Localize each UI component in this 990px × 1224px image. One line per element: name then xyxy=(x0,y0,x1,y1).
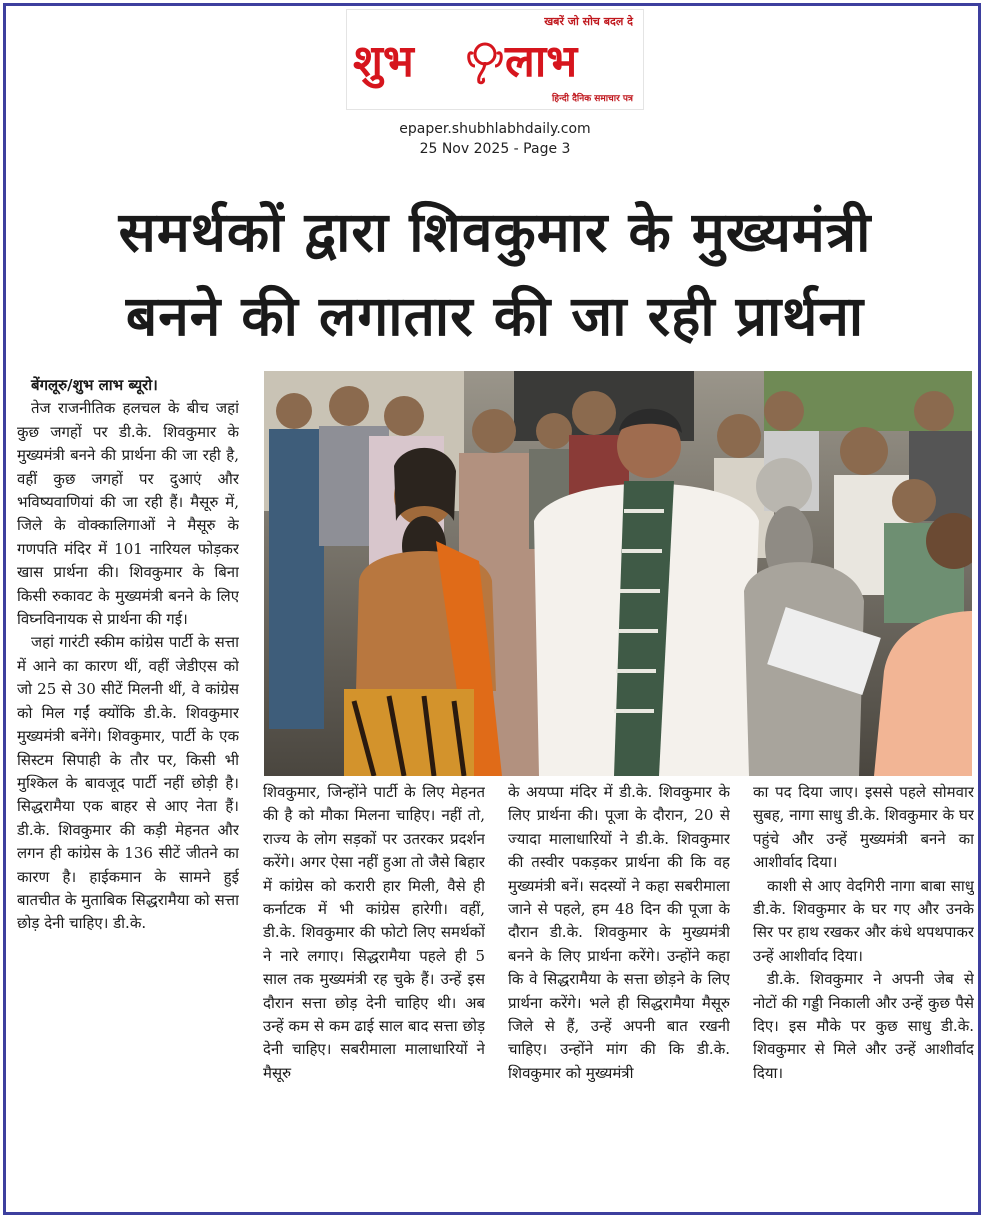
news-photo-illustration xyxy=(264,371,972,776)
dateline: बेंगलूरु/शुभ लाभ ब्यूरो। xyxy=(31,376,158,394)
headline-line-1: समर्थकों द्वारा शिवकुमार के मुख्यमंत्री xyxy=(118,200,872,264)
news-photo xyxy=(264,371,972,776)
brand-word-right: लाभ xyxy=(505,36,578,87)
edition-info xyxy=(0,119,990,159)
article-column-4 xyxy=(753,781,974,1212)
col2-paragraph-1: शिवकुमार, जिन्होंने पार्टी के लिए मेहनत की है को मौका मिलना चाहिए। नहीं तो, राज्य के लोग सड़कों पर उतरकर प्रदर्शन करेंगे। अगर ऐसा नहीं हुआ तो जैसे बिहार में कांग्रेस को करारी हार मिली, वैसे ही कर्नाटक में भी कांग्रेस हारेगी। वहीं, डी.के. शिवकुमार की फोटो लिए समर्थकों ने नारे लगाए। सिद्धरामैया पहले ही 5 साल तक मुख्यमंत्री रह चुके हैं। उन्हें इस दौरान सत्ता छोड़ देनी चाहिए थी। अब उन्हें कम से कम ढाई साल बाद सत्ता छोड़ देनी चाहिए। सबरीमाला मालाधारियों ने मैसूरु xyxy=(263,783,485,1082)
col1-paragraph-2: जहां गारंटी स्कीम कांग्रेस पार्टी के सत्ता में आने का कारण थीं, वहीं जेडीएस को जो 25 से 30 सीटें मिलनी थीं, वे कांग्रेस को मिल गईं क्योंकि डी.के. शिवकुमार मुख्यमंत्री बनेंगे। शिवकुमार, पार्टी के एक सिस्टम सिपाही के तौर पर, किसी भी मुश्किल के बावजूद पार्टी नहीं छोड़ी है। सिद्धरामैया एक बाहर से आए नेता हैं। डी.के. शिवकुमार की कड़ी मेहनत और लगन ही कांग्रेस के 136 सीटें जीतने का कारण है। हाईकमान के सामने हुई बातचीत के मुताबिक सिद्धरामैया को सत्ता छोड़ देनी चाहिए। डी.के. xyxy=(17,633,239,933)
article-column-3 xyxy=(508,781,730,1212)
article-column-2 xyxy=(263,781,485,1212)
col4-paragraph-3: डी.के. शिवकुमार ने अपनी जेब से नोटों की गड्डी निकाली और उन्हें कुछ पैसे दिए। इस मौके पर कुछ साधु डी.के. शिवकुमार से मिले और उन्हें आशीर्वाद दिया। xyxy=(753,970,974,1082)
ganesha-emblem-icon xyxy=(465,38,505,86)
brand-word-left: शुभ xyxy=(353,36,414,87)
col1-paragraph-1: तेज राजनीतिक हलचल के बीच जहां कुछ जगहों पर डी.के. शिवकुमार के मुख्यमंत्री बनने की प्रार्थना की जा रही है, वहीं कुछ जगहों पर दुआएं और भविष्यवाणियां की जा रही हैं। मैसूरु में, जिले के वोक्कालिगाओं ने मैसूरु के गणपति मंदिर में 101 नारियल फोड़कर खास प्रार्थना की। शिवकुमार के बिना किसी रुकावट के मुख्यमंत्री बनने के लिए विघ्नविनायक से प्रार्थना की गई। xyxy=(17,399,239,629)
col3-paragraph-1: के अयप्पा मंदिर में डी.के. शिवकुमार के लिए प्रार्थना की। पूजा के दौरान, 20 से ज्यादा मालाधारियों ने डी.के. शिवकुमार की तस्वीर पकड़कर प्रार्थना की कि वह मुख्यमंत्री बनें। सदस्यों ने कहा सबरीमाला जाने से पहले, हम 48 दिन की पूजा के दौरान डी.के. शिवकुमार के मुख्यमंत्री बनने के लिए प्रार्थना करेंगे। उन्होंने कहा कि वे सिद्धरामैया के सत्ता छोड़ने के लिए प्रार्थना करेंगे। भले ही सिद्धरामैया मैसूरु जिले से हैं, उन्हें अपनी बात रखनी चाहिए। उन्होंने मांग की कि डी.के. शिवकुमार को मुख्यमंत्री xyxy=(508,783,730,1082)
date-page: 25 Nov 2025 - Page 3 xyxy=(419,141,571,157)
article-column-1 xyxy=(17,374,239,1212)
masthead-logo xyxy=(346,9,644,110)
col4-paragraph-1: का पद दिया जाए। इससे पहले सोमवार सुबह, नागा साधु डी.के. शिवकुमार के घर पहुंचे और उन्हें मुख्यमंत्री बनने का आशीर्वाद दिया। xyxy=(753,783,974,872)
masthead-subtitle: हिन्दी दैनिक समाचार पत्र xyxy=(551,94,633,104)
headline-line-2: बनने की लगातार की जा रही प्रार्थना xyxy=(125,284,865,348)
col4-paragraph-2: काशी से आए वेदगिरी नागा बाबा साधु डी.के. शिवकुमार के घर गए और उनके सिर पर हाथ रखकर और कंधे थपथपाकर उन्हें आशीर्वाद दिया। xyxy=(753,876,974,965)
site-url[interactable]: epaper.shubhlabhdaily.com xyxy=(399,121,591,137)
masthead-tagline: खबरें जो सोच बदल दे xyxy=(544,15,633,28)
article-headline xyxy=(0,190,990,358)
